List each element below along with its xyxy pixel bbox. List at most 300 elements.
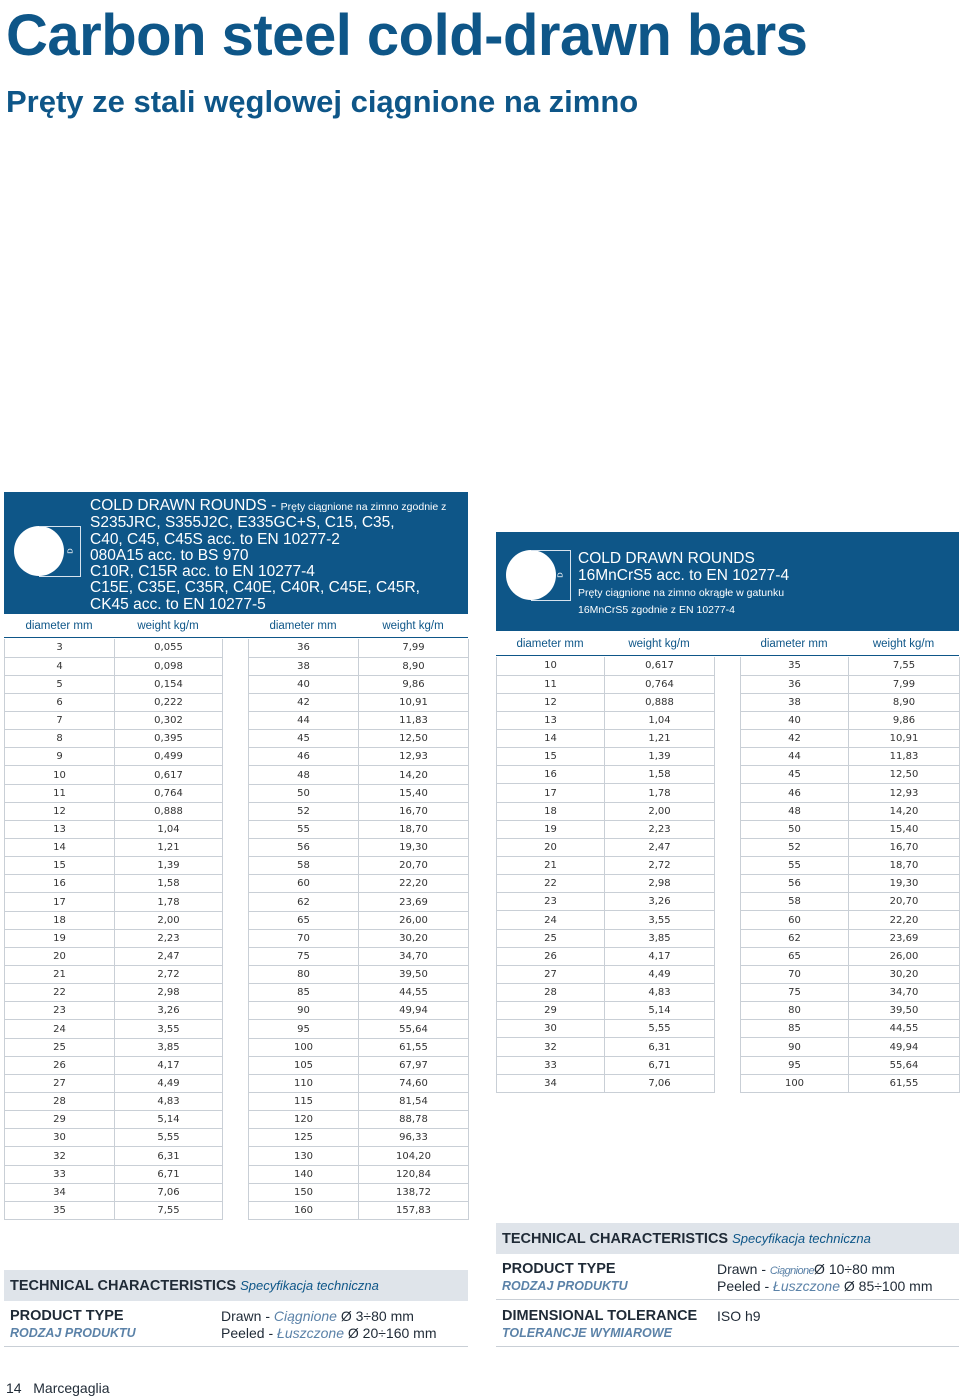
weight-cell: 11,83: [359, 712, 469, 730]
diameter-cell: 29: [497, 1002, 605, 1020]
diameter-cell: 13: [5, 820, 115, 838]
weight-cell: 81,54: [359, 1093, 469, 1111]
weight-cell: 19,30: [359, 839, 469, 857]
column-gap: [223, 1038, 249, 1056]
diameter-cell: 19: [497, 820, 605, 838]
round-bar-icon: [506, 550, 556, 600]
weight-cell: 20,70: [849, 893, 960, 911]
column-gap: [223, 947, 249, 965]
weight-cell: 34,70: [849, 984, 960, 1002]
table-row: [5, 675, 469, 693]
table-row: [5, 1093, 469, 1111]
weight-cell: 1,58: [605, 766, 715, 784]
weight-cell: 4,17: [115, 1056, 223, 1074]
diameter-cell: 45: [249, 730, 359, 748]
table-row: [5, 1165, 469, 1183]
weight-cell: 1,78: [115, 893, 223, 911]
diameter-cell: 50: [741, 820, 849, 838]
right-product-type-row: PRODUCT TYPE RODZAJ PRODUKTU Drawn - CiągnioneØ 10÷80 mm Peeled - Łuszczone Ø 85÷100 mm: [496, 1258, 959, 1300]
diameter-cell: 95: [249, 1020, 359, 1038]
table-row: [5, 693, 469, 711]
weight-cell: 10,91: [849, 730, 960, 748]
grade-line: CK45 acc. to EN 10277-5: [90, 595, 266, 613]
weight-cell: 61,55: [849, 1074, 960, 1092]
diameter-cell: 23: [497, 893, 605, 911]
weight-cell: 4,49: [115, 1074, 223, 1092]
right-column-headers: [496, 633, 959, 656]
col-header-diameter: diameter mm: [516, 638, 584, 650]
table-row: [5, 1147, 469, 1165]
diameter-cell: 32: [497, 1038, 605, 1056]
table-row: [497, 675, 960, 693]
diameter-cell: 55: [249, 820, 359, 838]
diameter-cell: 70: [741, 965, 849, 983]
diameter-cell: 45: [741, 766, 849, 784]
weight-cell: 7,99: [849, 675, 960, 693]
weight-cell: 0,888: [605, 693, 715, 711]
diameter-cell: 18: [497, 802, 605, 820]
table-row: [5, 839, 469, 857]
brand-name: Marcegaglia: [33, 1380, 110, 1396]
diameter-cell: 130: [249, 1147, 359, 1165]
weight-cell: 26,00: [359, 911, 469, 929]
page-number: 14: [6, 1380, 22, 1396]
weight-cell: 0,888: [115, 802, 223, 820]
diameter-cell: 5: [5, 675, 115, 693]
diameter-cell: 150: [249, 1183, 359, 1201]
diameter-cell: 35: [741, 657, 849, 675]
diameter-cell: 46: [249, 748, 359, 766]
weight-cell: 3,85: [115, 1038, 223, 1056]
weight-cell: 0,098: [115, 657, 223, 675]
table-row: [5, 1183, 469, 1201]
weight-cell: 2,23: [605, 820, 715, 838]
diameter-cell: 60: [249, 875, 359, 893]
weight-cell: 22,20: [359, 875, 469, 893]
column-gap: [715, 857, 741, 875]
weight-cell: 4,17: [605, 947, 715, 965]
table-row: [5, 712, 469, 730]
weight-cell: 8,90: [849, 693, 960, 711]
diameter-cell: 100: [741, 1074, 849, 1092]
column-gap: [715, 947, 741, 965]
weight-cell: 2,98: [115, 984, 223, 1002]
column-gap: [715, 693, 741, 711]
weight-cell: 22,20: [849, 911, 960, 929]
diameter-cell: 48: [249, 766, 359, 784]
diameter-cell: 95: [741, 1056, 849, 1074]
grade-line: S235JRC, S355J2C, E335GC+S, C15, C35,: [90, 514, 395, 532]
column-gap: [715, 657, 741, 675]
table-row: [497, 730, 960, 748]
table-row: [5, 893, 469, 911]
page-title: Carbon steel cold-drawn bars: [6, 3, 808, 68]
weight-cell: 5,55: [605, 1020, 715, 1038]
diameter-cell: 17: [5, 893, 115, 911]
diameter-cell: 33: [5, 1165, 115, 1183]
column-gap: [223, 857, 249, 875]
diameter-cell: 25: [497, 929, 605, 947]
diameter-cell: 14: [497, 730, 605, 748]
column-gap: [715, 984, 741, 1002]
diameter-cell: 33: [497, 1056, 605, 1074]
left-data-table: [4, 639, 469, 1220]
diameter-cell: 26: [5, 1056, 115, 1074]
diameter-cell: 8: [5, 730, 115, 748]
column-gap: [715, 875, 741, 893]
weight-cell: 44,55: [849, 1020, 960, 1038]
column-gap: [223, 1093, 249, 1111]
table-row: [497, 838, 960, 856]
column-gap: [715, 1038, 741, 1056]
diameter-cell: 27: [497, 965, 605, 983]
page-footer: [6, 1380, 110, 1396]
diameter-cell: 48: [741, 802, 849, 820]
weight-cell: 1,58: [115, 875, 223, 893]
weight-cell: 7,06: [115, 1183, 223, 1201]
table-row: [497, 1002, 960, 1020]
diameter-cell: 30: [5, 1129, 115, 1147]
col-header-weight: weight kg/m: [628, 638, 690, 650]
column-gap: [223, 748, 249, 766]
table-row: [497, 947, 960, 965]
diameter-cell: 14: [5, 839, 115, 857]
weight-cell: 4,49: [605, 965, 715, 983]
diameter-cell: 65: [741, 947, 849, 965]
table-row: [5, 820, 469, 838]
column-gap: [223, 675, 249, 693]
diameter-cell: 20: [5, 947, 115, 965]
grade-line: C15E, C35E, C35R, C40E, C40R, C45E, C45R,: [90, 579, 420, 597]
diameter-cell: 80: [249, 966, 359, 984]
diameter-cell: 120: [249, 1111, 359, 1129]
diameter-cell: 23: [5, 1002, 115, 1020]
weight-cell: 7,99: [359, 639, 469, 657]
weight-cell: 61,55: [359, 1038, 469, 1056]
weight-cell: 3,55: [115, 1020, 223, 1038]
diameter-cell: 36: [741, 675, 849, 693]
weight-cell: 10,91: [359, 693, 469, 711]
column-gap: [715, 1002, 741, 1020]
column-gap: [223, 1201, 249, 1219]
column-gap: [715, 711, 741, 729]
right-table-header: [496, 532, 959, 631]
diameter-cell: 9: [5, 748, 115, 766]
column-gap: [715, 893, 741, 911]
column-gap: [223, 1002, 249, 1020]
table-row: [5, 911, 469, 929]
column-gap: [715, 802, 741, 820]
weight-cell: 34,70: [359, 947, 469, 965]
diameter-cell: 16: [497, 766, 605, 784]
table-row: [497, 657, 960, 675]
weight-cell: 8,90: [359, 657, 469, 675]
weight-cell: 1,39: [605, 748, 715, 766]
diameter-cell: 32: [5, 1147, 115, 1165]
table-row: [5, 639, 469, 657]
diameter-cell: 34: [5, 1183, 115, 1201]
diameter-cell: 20: [497, 838, 605, 856]
diameter-cell: 160: [249, 1201, 359, 1219]
weight-cell: 0,764: [115, 784, 223, 802]
diameter-cell: 70: [249, 929, 359, 947]
weight-cell: 14,20: [849, 802, 960, 820]
weight-cell: 157,83: [359, 1201, 469, 1219]
diameter-cell: 44: [249, 712, 359, 730]
weight-cell: 16,70: [359, 802, 469, 820]
dimension-label: D: [66, 548, 75, 554]
diameter-cell: 115: [249, 1093, 359, 1111]
col-header-diameter: diameter mm: [269, 620, 337, 632]
table-row: [5, 1002, 469, 1020]
diameter-cell: 15: [5, 857, 115, 875]
weight-cell: 55,64: [849, 1056, 960, 1074]
diameter-cell: 56: [249, 839, 359, 857]
weight-cell: 0,055: [115, 639, 223, 657]
diameter-cell: 6: [5, 693, 115, 711]
weight-cell: 12,50: [849, 766, 960, 784]
column-gap: [715, 748, 741, 766]
diameter-cell: 40: [249, 675, 359, 693]
weight-cell: 11,83: [849, 748, 960, 766]
diameter-cell: 30: [497, 1020, 605, 1038]
weight-cell: 49,94: [849, 1038, 960, 1056]
column-gap: [223, 1020, 249, 1038]
weight-cell: 0,617: [115, 766, 223, 784]
table-row: [5, 857, 469, 875]
page-subtitle: Pręty ze stali węglowej ciągnione na zimno: [6, 84, 639, 119]
weight-cell: 2,72: [115, 966, 223, 984]
weight-cell: 3,26: [605, 893, 715, 911]
column-gap: [715, 965, 741, 983]
dimension-line: [80, 526, 81, 576]
table-row: [497, 784, 960, 802]
column-gap: [223, 639, 249, 657]
diameter-cell: 18: [5, 911, 115, 929]
diameter-cell: 12: [5, 802, 115, 820]
column-gap: [223, 1111, 249, 1129]
table-row: [497, 929, 960, 947]
column-gap: [715, 911, 741, 929]
column-gap: [223, 984, 249, 1002]
column-gap: [715, 1074, 741, 1092]
table-row: [497, 820, 960, 838]
table-row: [5, 875, 469, 893]
grade-line: C10R, C15R acc. to EN 10277-4: [90, 563, 315, 581]
column-gap: [223, 1165, 249, 1183]
dimension-label: D: [556, 572, 565, 578]
weight-cell: 12,50: [359, 730, 469, 748]
weight-cell: 2,23: [115, 929, 223, 947]
column-gap: [223, 893, 249, 911]
weight-cell: 0,764: [605, 675, 715, 693]
col-header-weight: weight kg/m: [872, 638, 935, 650]
weight-cell: 1,04: [605, 711, 715, 729]
weight-cell: 23,69: [359, 893, 469, 911]
column-gap: [223, 1056, 249, 1074]
diameter-cell: 90: [741, 1038, 849, 1056]
column-gap: [715, 929, 741, 947]
diameter-cell: 58: [249, 857, 359, 875]
column-gap: [223, 657, 249, 675]
table-row: [497, 893, 960, 911]
diameter-cell: 10: [5, 766, 115, 784]
column-gap: [223, 911, 249, 929]
diameter-cell: 24: [5, 1020, 115, 1038]
weight-cell: 0,499: [115, 748, 223, 766]
diameter-cell: 46: [741, 784, 849, 802]
diameter-cell: 11: [5, 784, 115, 802]
diameter-cell: 15: [497, 748, 605, 766]
weight-cell: 14,20: [359, 766, 469, 784]
table-row: [5, 1129, 469, 1147]
weight-cell: 0,617: [605, 657, 715, 675]
diameter-cell: 24: [497, 911, 605, 929]
column-gap: [715, 675, 741, 693]
column-gap: [223, 1147, 249, 1165]
diameter-cell: 55: [741, 857, 849, 875]
weight-cell: 7,55: [115, 1201, 223, 1219]
table-row: [497, 766, 960, 784]
left-heading: COLD DRAWN ROUNDS - Pręty ciągnione na zimno zgodnie z S235JRC, S355J2C, E335GC+S, C15, C35, C40, C45, C45S acc. to EN 10277-2 080A15 acc. to BS 970 C10R, C15R acc. to EN 10277-4 C15E, C35E, C35R, C40E, C40R, C45E, C45R, CK45 acc. to EN 10277-5: [90, 498, 472, 613]
table-row: [5, 766, 469, 784]
weight-cell: 4,83: [605, 984, 715, 1002]
diameter-cell: 38: [249, 657, 359, 675]
weight-cell: 67,97: [359, 1056, 469, 1074]
diameter-cell: 50: [249, 784, 359, 802]
column-gap: [715, 1056, 741, 1074]
diameter-cell: 90: [249, 1002, 359, 1020]
diameter-cell: 85: [741, 1020, 849, 1038]
weight-cell: 12,93: [849, 784, 960, 802]
table-row: [497, 1056, 960, 1074]
table-row: [497, 1074, 960, 1092]
diameter-cell: 75: [249, 947, 359, 965]
right-data-table: [496, 657, 960, 1093]
diameter-cell: 10: [497, 657, 605, 675]
weight-cell: 2,47: [605, 838, 715, 856]
diameter-cell: 11: [497, 675, 605, 693]
diameter-cell: 38: [741, 693, 849, 711]
weight-cell: 39,50: [849, 1002, 960, 1020]
diameter-cell: 58: [741, 893, 849, 911]
diameter-cell: 110: [249, 1074, 359, 1092]
column-gap: [715, 766, 741, 784]
diameter-cell: 40: [741, 711, 849, 729]
right-tech-bar: TECHNICAL CHARACTERISTICS Specyfikacja techniczna: [496, 1223, 959, 1254]
table-row: [5, 1056, 469, 1074]
diameter-cell: 17: [497, 784, 605, 802]
weight-cell: 39,50: [359, 966, 469, 984]
weight-cell: 2,72: [605, 857, 715, 875]
weight-cell: 18,70: [849, 857, 960, 875]
table-row: [5, 1038, 469, 1056]
weight-cell: 6,31: [115, 1147, 223, 1165]
weight-cell: 44,55: [359, 984, 469, 1002]
diameter-cell: 29: [5, 1111, 115, 1129]
table-row: [497, 911, 960, 929]
diameter-cell: 21: [5, 966, 115, 984]
column-gap: [223, 966, 249, 984]
weight-cell: 2,98: [605, 875, 715, 893]
table-row: [497, 693, 960, 711]
col-header-weight: weight kg/m: [137, 620, 199, 632]
weight-cell: 0,302: [115, 712, 223, 730]
diameter-cell: 80: [741, 1002, 849, 1020]
column-gap: [223, 875, 249, 893]
diameter-cell: 125: [249, 1129, 359, 1147]
weight-cell: 104,20: [359, 1147, 469, 1165]
table-row: [5, 657, 469, 675]
table-row: [497, 1038, 960, 1056]
table-row: [497, 748, 960, 766]
column-gap: [715, 820, 741, 838]
diameter-cell: 28: [5, 1093, 115, 1111]
diameter-cell: 19: [5, 929, 115, 947]
weight-cell: 2,00: [605, 802, 715, 820]
diameter-cell: 44: [741, 748, 849, 766]
table-row: [5, 802, 469, 820]
weight-cell: 5,55: [115, 1129, 223, 1147]
diameter-cell: 26: [497, 947, 605, 965]
weight-cell: 6,71: [115, 1165, 223, 1183]
weight-cell: 1,21: [115, 839, 223, 857]
weight-cell: 30,20: [849, 965, 960, 983]
diameter-cell: 42: [741, 730, 849, 748]
table-row: [5, 984, 469, 1002]
table-row: [5, 730, 469, 748]
table-row: [5, 966, 469, 984]
diameter-cell: 22: [5, 984, 115, 1002]
column-gap: [223, 802, 249, 820]
column-gap: [223, 712, 249, 730]
column-gap: [223, 784, 249, 802]
weight-cell: 120,84: [359, 1165, 469, 1183]
round-bar-icon: [14, 526, 64, 576]
column-gap: [223, 820, 249, 838]
table-row: [497, 1020, 960, 1038]
column-gap: [223, 693, 249, 711]
weight-cell: 2,00: [115, 911, 223, 929]
column-gap: [715, 1020, 741, 1038]
weight-cell: 23,69: [849, 929, 960, 947]
left-product-type-row: PRODUCT TYPE RODZAJ PRODUKTU Drawn - Ciągnione Ø 3÷80 mm Peeled - Łuszczone Ø 20÷160 mm: [4, 1305, 468, 1347]
weight-cell: 9,86: [359, 675, 469, 693]
table-row: [5, 1201, 469, 1219]
col-header-diameter: diameter mm: [25, 620, 93, 632]
diameter-cell: 65: [249, 911, 359, 929]
col-header-weight: weight kg/m: [382, 620, 444, 632]
table-row: [5, 784, 469, 802]
weight-cell: 1,04: [115, 820, 223, 838]
weight-cell: 18,70: [359, 820, 469, 838]
weight-cell: 2,47: [115, 947, 223, 965]
diameter-cell: 25: [5, 1038, 115, 1056]
diameter-cell: 3: [5, 639, 115, 657]
table-row: [5, 748, 469, 766]
col-header-diameter: diameter mm: [760, 638, 828, 650]
weight-cell: 5,14: [115, 1111, 223, 1129]
column-gap: [223, 730, 249, 748]
diameter-cell: 7: [5, 712, 115, 730]
weight-cell: 88,78: [359, 1111, 469, 1129]
table-row: [5, 1020, 469, 1038]
weight-cell: 74,60: [359, 1074, 469, 1092]
table-row: [497, 875, 960, 893]
table-row: [497, 711, 960, 729]
weight-cell: 0,395: [115, 730, 223, 748]
diameter-cell: 52: [741, 838, 849, 856]
